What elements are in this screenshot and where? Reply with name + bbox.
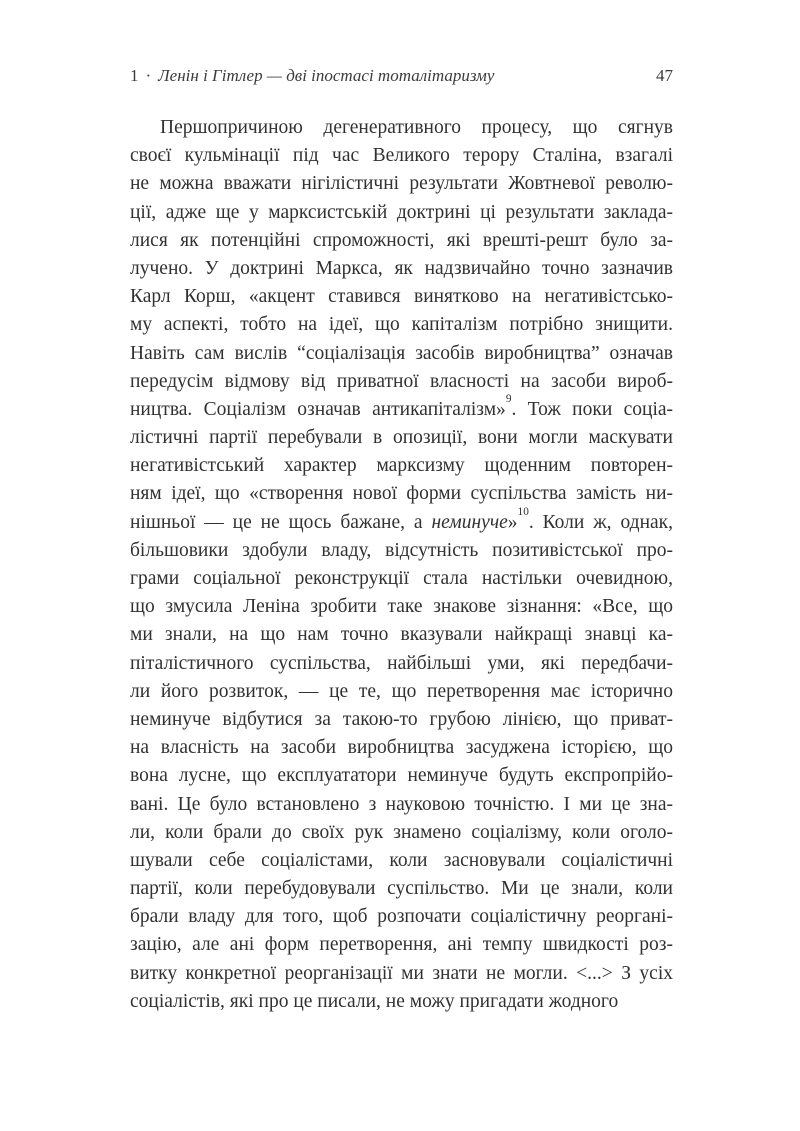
text-line [130, 847, 673, 875]
text-segment: неминуче відбутися за такою-то грубою лінією, що приват- [130, 708, 673, 730]
text-segment: передусім відмову від приватної власності на засоби вироб- [130, 370, 673, 392]
footnote-marker: 10 [517, 506, 529, 519]
text-segment: не можна вважати нігілістичні результати Жовтневої револю- [130, 173, 673, 195]
text-line [130, 565, 673, 593]
text-segment: що змусила Леніна зробити таке знакове зізнання: «Все, що [130, 596, 673, 618]
text-segment: . Тож поки соціа- [511, 398, 674, 420]
text-line [130, 393, 674, 424]
text-line [130, 368, 673, 396]
page-header [130, 66, 673, 86]
text-line [130, 706, 673, 734]
running-head-title [130, 66, 494, 86]
text-segment: ництва. Соціалізм означав антикапіталізм» [130, 398, 506, 420]
text-segment: зацію, але ані форм перетворення, ані темпу швидкості роз- [130, 934, 673, 956]
text-line [130, 424, 673, 452]
text-segment: соціалістів, які про це писали, не можу пригадати жодного [130, 990, 619, 1012]
text-line [130, 199, 673, 227]
text-line [130, 903, 673, 931]
text-segment: ції, адже ще у марксистській доктрині ці результати заклада- [130, 201, 673, 223]
text-line [130, 988, 673, 1016]
chapter-title: Ленін і Гітлер — дві іпостасі тоталітаризму [158, 66, 495, 85]
text-segment: шували себе соціалістами, коли засновували соціалістичні [130, 849, 673, 871]
text-segment: партії, коли перебудовували суспільство. Ми це знали, коли [130, 878, 673, 900]
text-segment: ли його розвиток, — це те, що перетворення має історично [130, 680, 673, 702]
text-line [130, 142, 673, 170]
text-segment: ли, коли брали до своїх рук знамено соціалізму, коли оголо- [130, 821, 673, 843]
text-segment: лучено. У доктрині Маркса, як надзвичайно точно зазначив [130, 257, 673, 279]
text-line [130, 283, 673, 311]
text-segment: нішньої — це не щось бажане, а [130, 511, 432, 533]
text-segment: негативістський характер марксизму щоденним повторен- [130, 455, 673, 477]
text-segment: піталістичного суспільства, найбільші уми, які передбачи- [130, 652, 673, 674]
text-line [130, 593, 673, 621]
text-segment: ням ідеї, що «створення нової форми суспільства замість ни- [130, 483, 673, 505]
text-segment: » [507, 511, 518, 533]
text-line [130, 537, 673, 565]
text-segment: лися як потенційні спроможності, які врешті-решт було за- [130, 229, 673, 251]
text-line [130, 506, 674, 537]
separator-dot: · [145, 66, 152, 85]
text-segment: му аспекті, тобто на ідеї, що капіталізм потрібно знищити. [130, 314, 673, 336]
text-segment: своєї кульмінації під час Великого терору Сталіна, взагалі [130, 145, 673, 167]
text-line [130, 480, 673, 508]
text-line [130, 170, 673, 198]
text-line [130, 340, 673, 368]
text-segment: на власність на засоби виробництва засуджена історією, що [130, 737, 673, 759]
chapter-number: 1 [130, 66, 139, 85]
text-line [130, 255, 673, 283]
text-line [130, 875, 673, 903]
text-line [130, 791, 673, 819]
text-line [130, 621, 673, 649]
emphasized-text: неминуче [431, 511, 508, 533]
text-segment: Навіть сам вислів “соціалізація засобів виробництва” означав [130, 342, 673, 364]
text-line [130, 734, 673, 762]
text-segment: ми знали, на що нам точно вказували найкращі знавці ка- [130, 624, 673, 646]
text-segment: Карл Корш, «акцент ставився винятково на негативістсько- [130, 286, 673, 308]
text-line [130, 227, 673, 255]
text-line [130, 819, 673, 847]
page-number: 47 [656, 66, 673, 85]
text-line [130, 311, 673, 339]
text-segment: Першопричиною дегенеративного процесу, що сягнув [160, 117, 673, 138]
text-line [130, 678, 673, 706]
text-segment: . Коли ж, однак, [528, 511, 674, 533]
text-segment: вона лусне, що експлуататори неминуче будуть експропрійо- [130, 765, 673, 787]
text-line [130, 762, 673, 790]
text-line [130, 114, 673, 142]
text-segment: лістичні партії перебували в опозиції, вони могли маскувати [130, 427, 673, 449]
text-segment: більшовики здобули владу, відсутність позитивістської про- [130, 539, 673, 561]
text-line [130, 452, 673, 480]
text-segment: витку конкретної реорганізації ми знати не могли. <...> З усіх [130, 962, 673, 984]
text-segment: брали владу для того, щоб розпочати соціалістичну реоргані- [130, 906, 673, 928]
text-line [130, 650, 673, 678]
text-segment: вані. Це було встановлено з науковою точністю. І ми це зна- [130, 793, 673, 815]
text-line [130, 960, 673, 988]
body-paragraph [130, 114, 673, 1016]
text-segment: грами соціальної реконструкції стала настільки очевидною, [130, 568, 673, 589]
text-line [130, 931, 673, 959]
footnote-marker: 9 [505, 393, 512, 406]
